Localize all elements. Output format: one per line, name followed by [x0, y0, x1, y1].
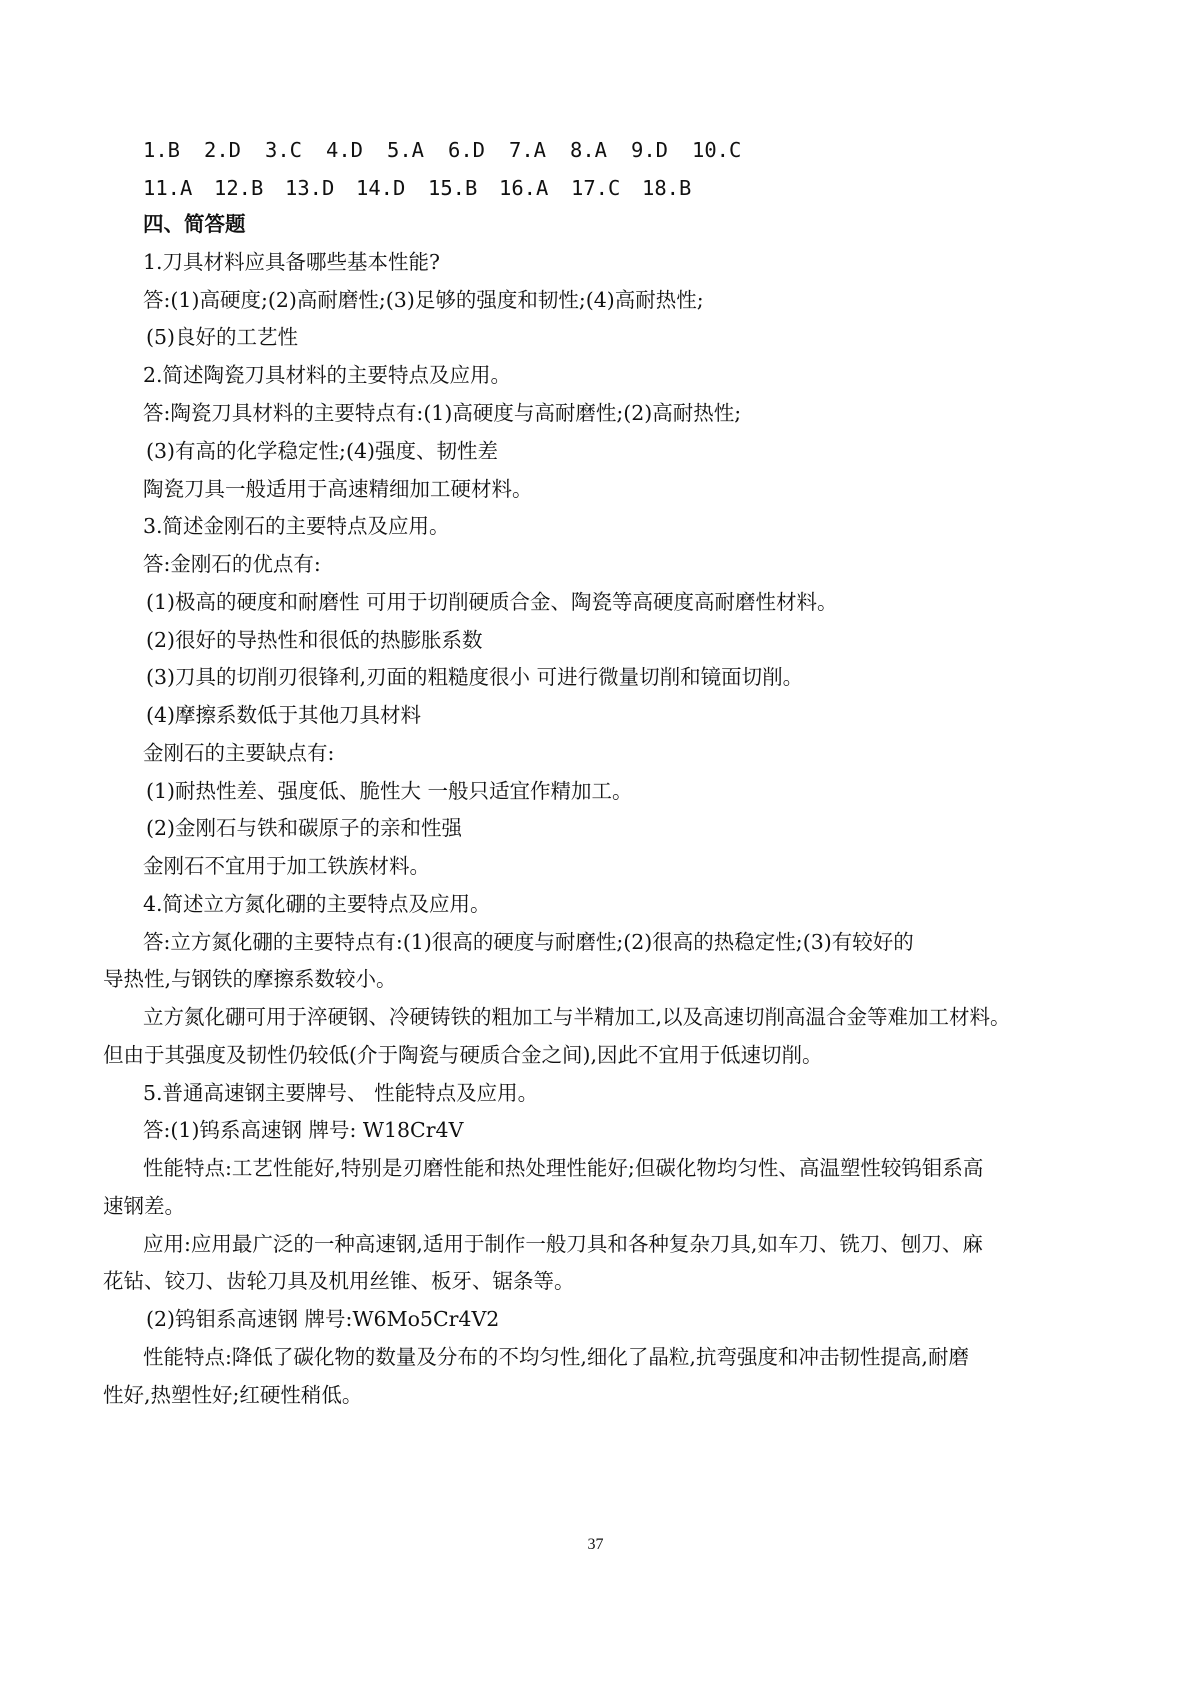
- answer-item: 7.A: [509, 138, 547, 162]
- answer-text: (2)金刚石与铁和碳原子的亲和性强: [146, 816, 463, 840]
- answer-text: 性能特点:降低了碳化物的数量及分布的不均匀性,细化了晶粒,抗弯强度和冲击韧性提高,耐磨: [143, 1345, 969, 1369]
- answer-text: 陶瓷刀具一般适用于高速精细加工硬材料。: [143, 477, 533, 501]
- answer-text: 答:(1)高硬度;(2)高耐磨性;(3)足够的强度和韧性;(4)高耐热性;: [143, 288, 704, 312]
- answer-item: 1.B: [143, 138, 181, 162]
- question: 2.简述陶瓷刀具材料的主要特点及应用。: [143, 363, 512, 387]
- answer-item: 14.D: [356, 176, 406, 200]
- page-number: 37: [587, 1536, 604, 1553]
- answer-item: 6.D: [448, 138, 486, 162]
- question: 5.普通高速钢主要牌号、 性能特点及应用。: [143, 1081, 539, 1105]
- answer-text: (1)耐热性差、强度低、脆性大 一般只适宜作精加工。: [146, 779, 633, 803]
- answer-text: 应用:应用最广泛的一种高速钢,适用于制作一般刀具和各种复杂刀具,如车刀、铣刀、刨刀、麻: [143, 1232, 983, 1256]
- answer-text: (2)钨钼系高速钢 牌号:W6Mo5Cr4V2: [146, 1307, 500, 1331]
- answer-item: 8.A: [570, 138, 608, 162]
- answer-text: 性好,热塑性好;红硬性稍低。: [103, 1383, 363, 1407]
- answer-text: (1)极高的硬度和耐磨性 可用于切削硬质合金、陶瓷等高硬度高耐磨性材料。: [146, 590, 838, 614]
- answer-text: 答:金刚石的优点有:: [143, 552, 321, 576]
- answer-text: 答:立方氮化硼的主要特点有:(1)很高的硬度与耐磨性;(2)很高的热稳定性;(3)有较好的: [143, 930, 914, 954]
- question: 4.简述立方氮化硼的主要特点及应用。: [143, 892, 491, 916]
- answer-item: 10.C: [692, 138, 742, 162]
- answer-text: 花钻、铰刀、齿轮刀具及机用丝锥、板牙、锯条等。: [103, 1269, 575, 1293]
- answer-item: 16.A: [499, 176, 549, 200]
- answer-item: 17.C: [571, 176, 621, 200]
- answer-item: 15.B: [428, 176, 478, 200]
- answer-item: 9.D: [631, 138, 669, 162]
- answer-text: (3)有高的化学稳定性;(4)强度、韧性差: [146, 439, 498, 463]
- answer-text: 答:(1)钨系高速钢 牌号: W18Cr4V: [143, 1118, 464, 1142]
- answer-text: 性能特点:工艺性能好,特别是刃磨性能和热处理性能好;但碳化物均匀性、高温塑性较钨钼系高: [143, 1156, 984, 1180]
- answer-item: 13.D: [285, 176, 335, 200]
- answer-text: 导热性,与钢铁的摩擦系数较小。: [103, 967, 397, 991]
- answer-item: 3.C: [265, 138, 303, 162]
- answer-text: (5)良好的工艺性: [146, 325, 299, 349]
- answer-text: 但由于其强度及韧性仍较低(介于陶瓷与硬质合金之间),因此不宜用于低速切削。: [103, 1043, 823, 1067]
- question: 1.刀具材料应具备哪些基本性能?: [143, 250, 441, 274]
- answer-text: (3)刀具的切削刃很锋利,刃面的粗糙度很小 可进行微量切削和镜面切削。: [146, 665, 804, 689]
- answer-text: 立方氮化硼可用于淬硬钢、冷硬铸铁的粗加工与半精加工,以及高速切削高温合金等难加工材料。: [143, 1005, 1011, 1029]
- section-title: 四、简答题: [143, 212, 246, 236]
- question: 3.简述金刚石的主要特点及应用。: [143, 514, 450, 538]
- answer-item: 18.B: [642, 176, 692, 200]
- answer-item: 11.A: [143, 176, 193, 200]
- answer-item: 4.D: [326, 138, 364, 162]
- answer-item: 5.A: [387, 138, 425, 162]
- answer-text: (4)摩擦系数低于其他刀具材料: [146, 703, 422, 727]
- answer-text: (2)很好的导热性和很低的热膨胀系数: [146, 628, 483, 652]
- answer-text: 金刚石的主要缺点有:: [143, 741, 335, 765]
- answer-item: 12.B: [214, 176, 264, 200]
- answer-text: 速钢差。: [103, 1194, 185, 1218]
- answer-text: 答:陶瓷刀具材料的主要特点有:(1)高硬度与高耐磨性;(2)高耐热性;: [143, 401, 742, 425]
- answer-text: 金刚石不宜用于加工铁族材料。: [143, 854, 430, 878]
- answer-item: 2.D: [204, 138, 242, 162]
